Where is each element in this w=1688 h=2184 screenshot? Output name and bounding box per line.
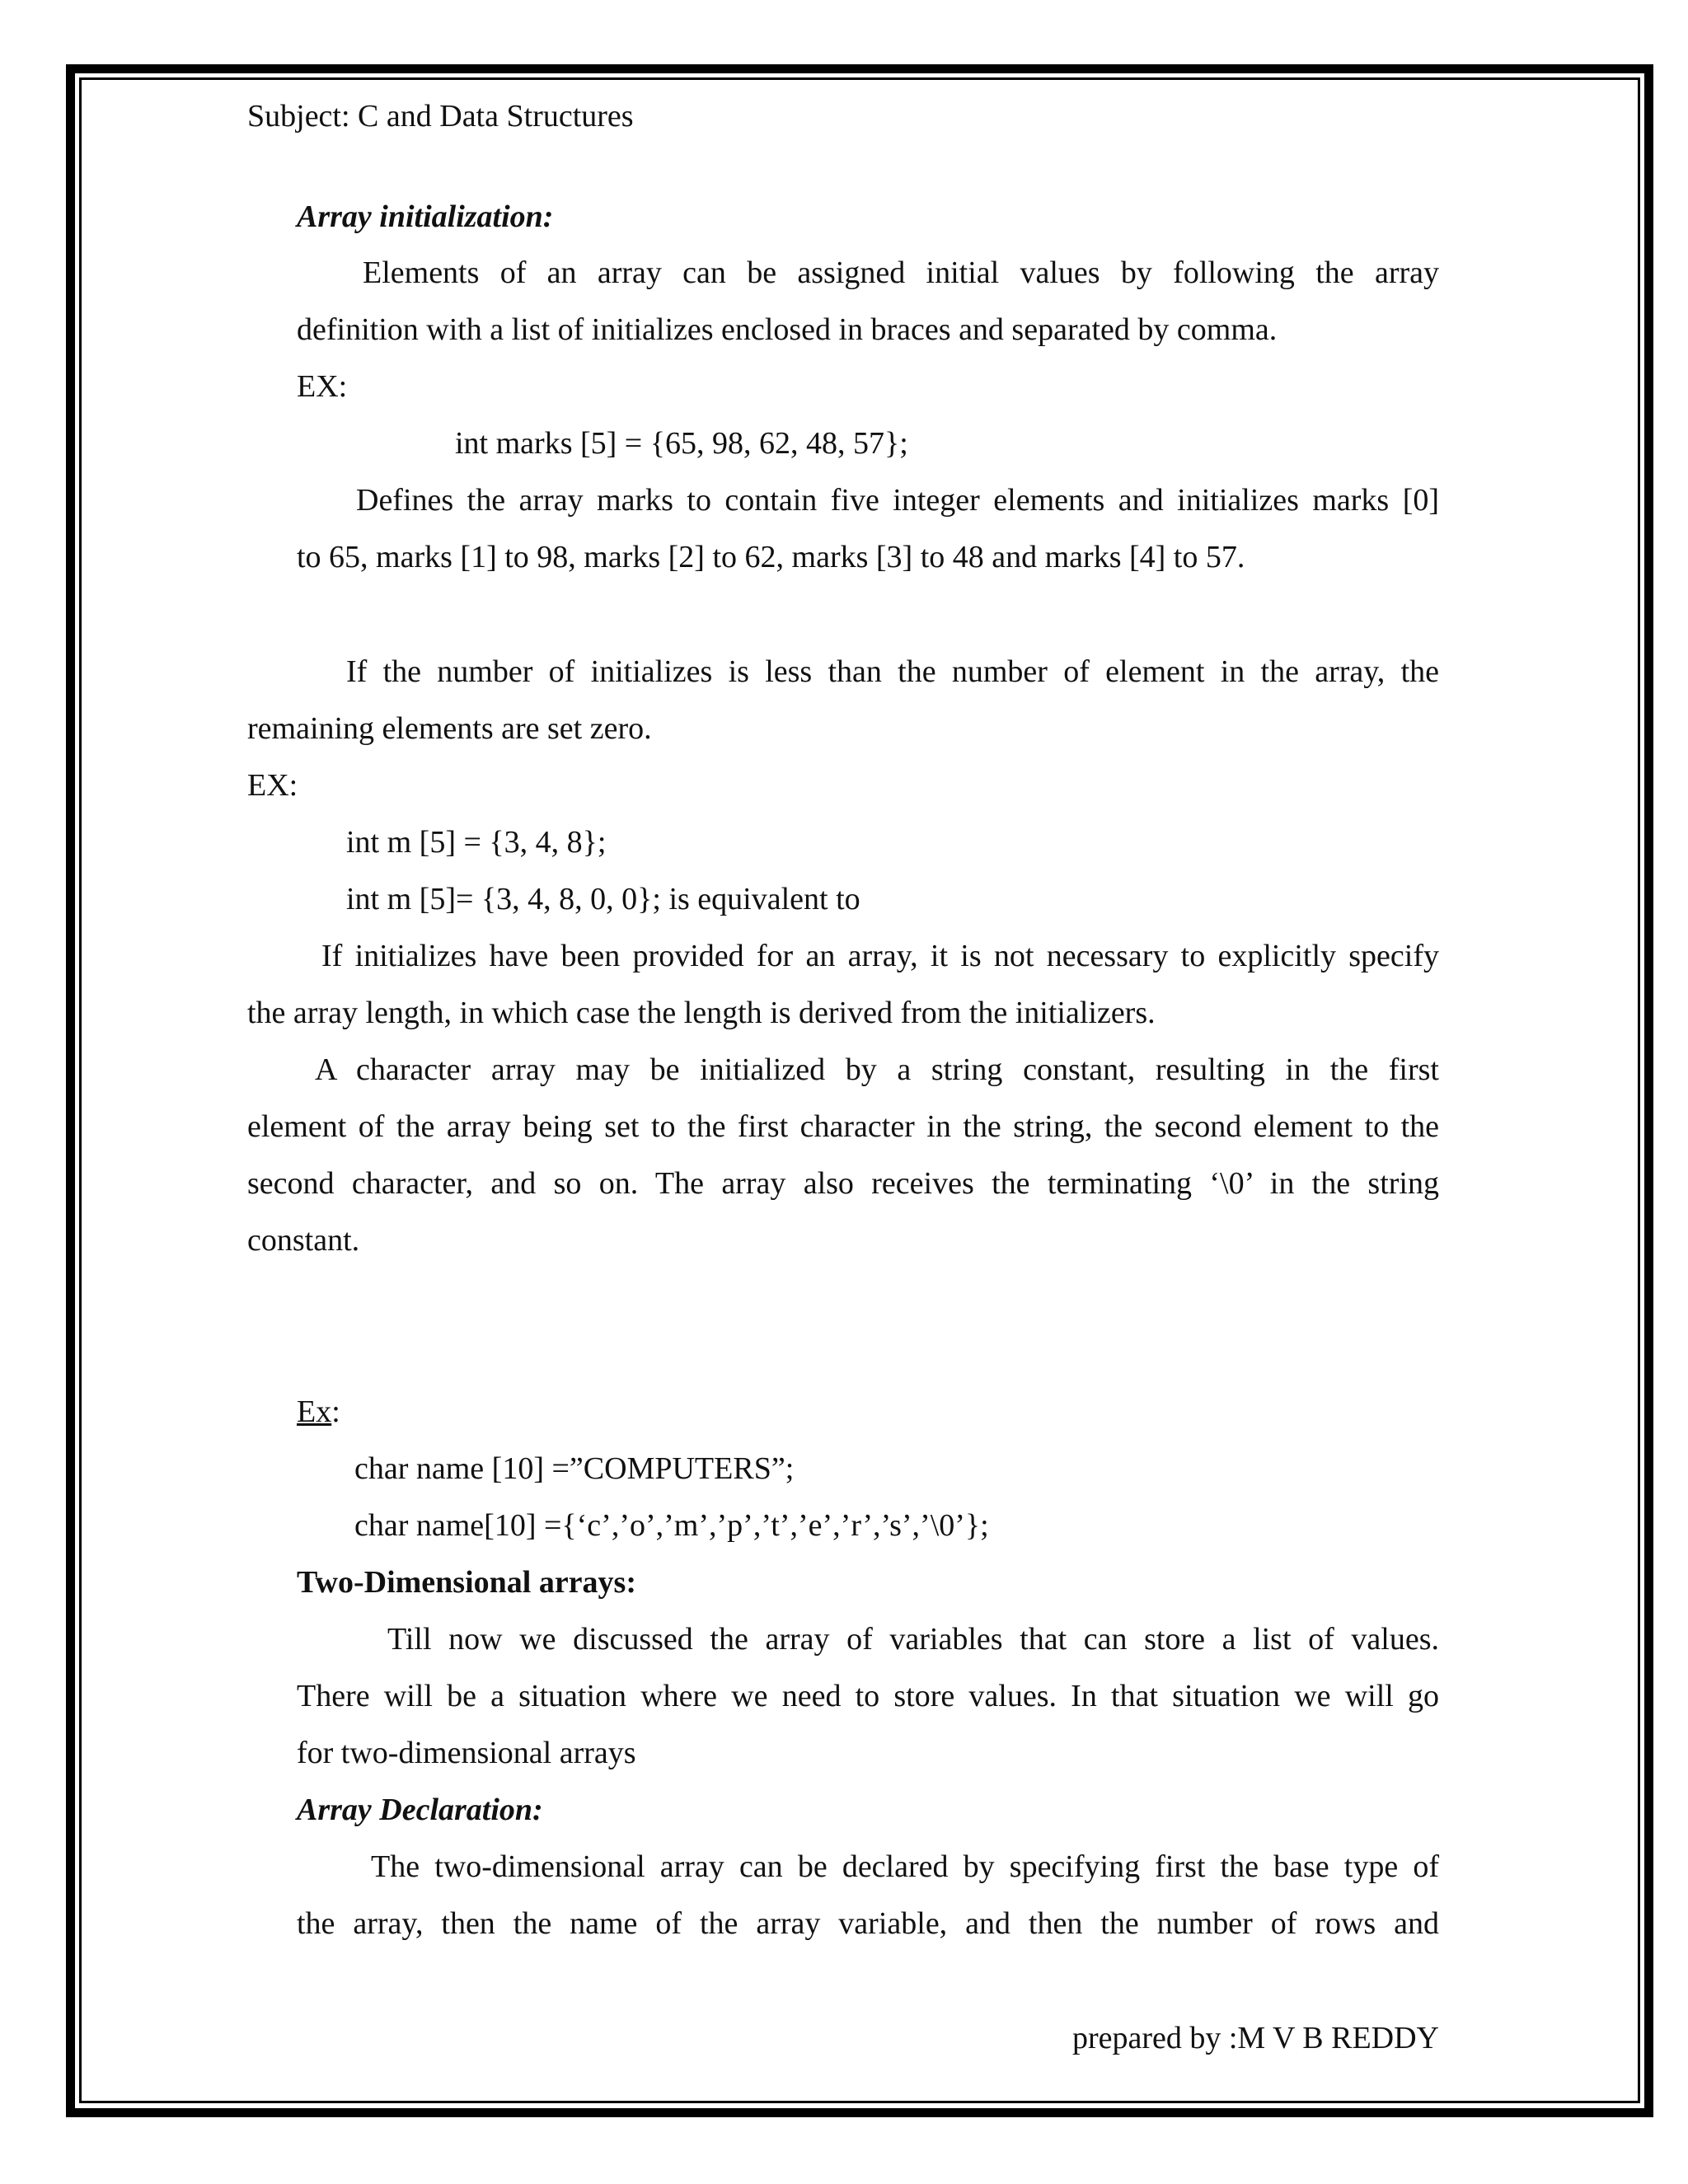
code-m-equivalent: int m [5]= {3, 4, 8, 0, 0}; is equivalent to [346,882,860,916]
para-char-array-line4: constant. [247,1223,360,1258]
para-length-line2: the array length, in which case the length is derived from the initializers. [247,996,1156,1030]
code-char-name-list: char name[10] ={‘c’,’o’,’m’,’p’,’t’,’e’,’r’,’s’,’\0’}; [354,1508,989,1543]
heading-array-declaration: Array Declaration: [297,1793,543,1827]
para-defines-line1: Defines the array marks to contain five integer elements and initializes marks [0] [356,483,1439,518]
code-char-name-string: char name [10] =”COMPUTERS”; [354,1451,795,1486]
para-char-array-line3: second character, and so on. The array also receives the terminating ‘\0’ in the string [247,1166,1439,1201]
para-fewer-init-line1: If the number of initializes is less than the number of element in the array, the [346,654,1439,689]
para-2d-line1: Till now we discussed the array of variables that can store a list of values. [387,1622,1439,1657]
para-declaration-line2: the array, then the name of the array variable, and then the number of rows and [297,1906,1439,1941]
code-marks-init: int marks [5] = {65, 98, 62, 48, 57}; [455,426,908,461]
para-length-line1: If initializes have been provided for an array, it is not necessary to explicitly specify [321,939,1439,973]
subject-header: Subject: C and Data Structures [247,99,634,134]
heading-array-initialization: Array initialization: [297,199,554,234]
ex-label: EX: [297,369,348,404]
para-initialization-line2: definition with a list of initializes enclosed in braces and separated by comma. [297,312,1278,347]
para-2d-line3: for two-dimensional arrays [297,1736,636,1770]
para-declaration-line1: The two-dimensional array can be declared by specifying first the base type of [371,1849,1439,1884]
para-fewer-init-line2: remaining elements are set zero. [247,711,652,746]
para-initialization-line1: Elements of an array can be assigned initial values by following the array [363,255,1439,290]
heading-two-dimensional-arrays: Two-Dimensional arrays: [297,1565,636,1600]
footer-prepared-by: prepared by :M V B REDDY [1071,2021,1439,2055]
ex-label-3-text: Ex [297,1394,332,1429]
para-char-array-line2: element of the array being set to the first character in the string, the second element to the [247,1109,1439,1144]
para-defines-line2: to 65, marks [1] to 98, marks [2] to 62, marks [3] to 48 and marks [4] to 57. [297,540,1245,574]
ex-label-3 [297,1393,340,1431]
ex-label-3-colon: : [331,1394,340,1429]
para-2d-line2: There will be a situation where we need to store values. In that situation we will go [297,1679,1439,1713]
code-m-init: int m [5] = {3, 4, 8}; [346,825,607,860]
ex-label-2: EX: [247,768,298,803]
para-char-array-line1: A character array may be initialized by a string constant, resulting in the first [315,1052,1439,1087]
